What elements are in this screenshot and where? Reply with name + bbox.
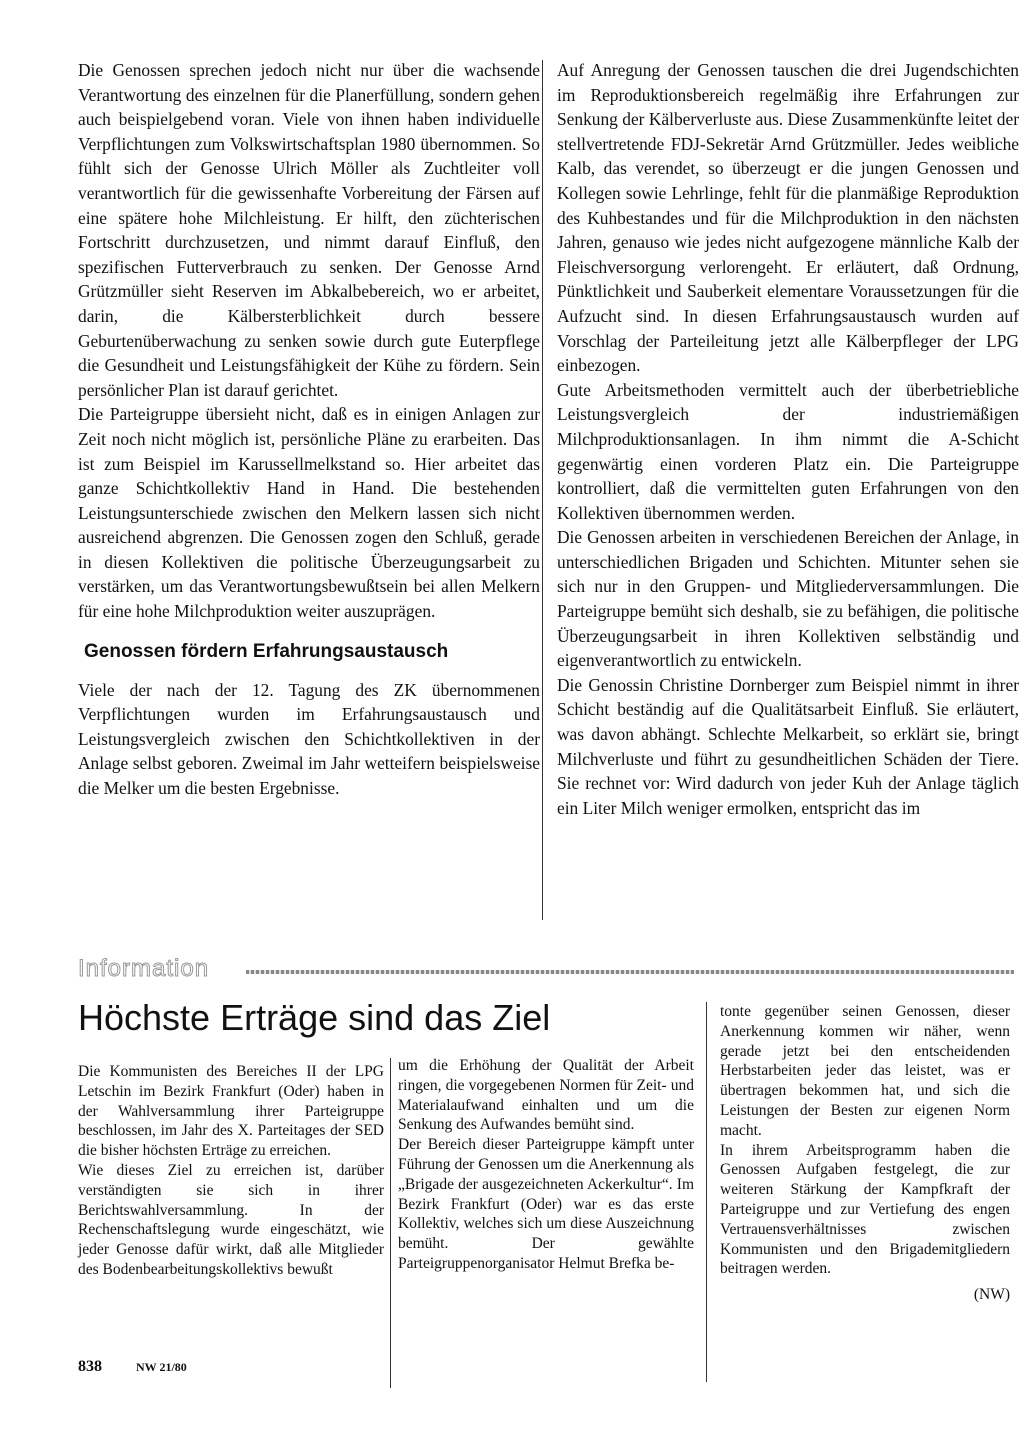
paragraph: Viele der nach der 12. Tagung des ZK übernommenen Verpflichtungen wurden im Erfahrungsaustausch und Leistungsvergleich zwischen den Schichtkollektiven in der Anlage selbst geboren. Zweimal im Jahr wetteifern beispielsweise die Melker um die besten Ergebnisse. bbox=[78, 679, 540, 799]
paragraph: Der Bereich dieser Parteigruppe kämpft unter Führung der Genossen um die Anerkennung als „Brigade der ausgezeichneten Ackerkultur“. Im Bezirk Frankfurt (Oder) war es das erste Kollektiv, welches sich um diese Auszeichnung bemüht. Der gewählte Parteigruppenorganisator Helmut Brefka be- bbox=[398, 1136, 694, 1272]
column-divider bbox=[390, 1058, 391, 1388]
issue-label: NW 21/80 bbox=[136, 1360, 187, 1374]
page-footer bbox=[78, 1358, 217, 1376]
lower-column-3 bbox=[720, 1002, 1010, 1305]
paragraph: um die Erhöhung der Qualität der Arbeit ringen, die vorgegebenen Normen für Zeit- und Materialaufwand einhalten und um die Senkung des Aufwandes bemüht sind. bbox=[398, 1057, 694, 1134]
upper-left-column bbox=[78, 58, 540, 801]
column-divider bbox=[542, 60, 543, 920]
paragraph: Die Genossen sprechen jedoch nicht nur über die wachsende Verantwortung des einzelnen für die Planerfüllung, sondern gehen auch beispielgebend voran. Viele von ihnen haben individuelle Verpflichtungen zum Volkswirtschaftsplan 1980 übernommen. So fühlt sich der Genosse Ulrich Möller als Zuchtleiter voll verantwortlich für die gewissenhafte Vorbereitung der Färsen auf eine spätere hohe Milchleistung. Er hilft, den züchterischen Fortschritt durchzusetzen, und nimmt darauf Einfluß, den spezifischen Futterverbrauch zu senken. Der Genosse Arnd Grützmüller sieht Reserven im Abkalbebereich, wo er arbeitet, darin, die Kälbersterblichkeit durch bessere Geburtenüberwachung zu senken sowie durch gute Euterpflege die Gesundheit und Leistungsfähigkeit der Kühe zu fördern. Sein persönlicher Plan ist darauf gerichtet. bbox=[78, 60, 540, 400]
paragraph: Die Genossin Christine Dornberger zum Beispiel nimmt in ihrer Schicht beständig auf die Qualitätsarbeit Einfluß. Sie erläutert, was davon abhängt. Schlechte Melkarbeit, so erklärt sie, bringt Milchverluste und führt zu gesundheitlichen Schäden der Tiere. Sie rechnet vor: Wird dadurch von jeder Kuh der Anlage täglich ein Liter Milch weniger ermolken, entspricht das im bbox=[557, 674, 1019, 818]
paragraph: Wie dieses Ziel zu erreichen ist, darüber verständigten sie sich in ihrer Berichtswahlversammlung. In der Rechenschaftslegung wurde eingeschätzt, wie jeder Genosse dafür wirkt, daß alle Mitglieder des Bodenbearbeitungskollektivs bewußt bbox=[78, 1161, 384, 1278]
paragraph: Die Parteigruppe übersieht nicht, daß es in einigen Anlagen zur Zeit noch nicht möglich ist, persönliche Pläne zu erarbeiten. Das ist zum Beispiel im Karussellmelkstand so. Hier arbeitet das ganze Schichtkollektiv Hand in Hand. Die bestehenden Leistungsunterschiede zwischen den Melkern lassen sich nicht ausreichend abgrenzen. Die Genossen zogen den Schluß, gerade in diesen Kollektiven die politische Überzeugungsarbeit zu verstärken, um das Verantwortungsbewußtsein bei allen Melkern für eine hohe Milchproduktion weiter auszuprägen. bbox=[78, 404, 540, 622]
column-divider bbox=[706, 1002, 707, 1382]
author-signature: (NW) bbox=[973, 1286, 1010, 1304]
lower-column-2 bbox=[398, 1056, 694, 1274]
paragraph: Auf Anregung der Genossen tauschen die drei Jugendschichten im Reproduktionsbereich regelmäßig ihre Erfahrungen zur Senkung der Kälberverluste aus. Diese Zusammenkünfte leitet der stellvertretende FDJ-Sekretär Arnd Grützmüller. Jedes weibliche Kalb, das verendet, so überzeugt er die jungen Genossen und Kollegen sowie Lehrlinge, fehlt für die planmäßige Reproduktion des Kuhbestandes und für die Milchproduktion in den nächsten Jahren, genauso wie jedes nicht aufgezogene männliche Kalb der Fleischversorgung verlorengeht. Er erläutert, daß Ordnung, Pünktlichkeit und Sauberkeit elementare Voraussetzungen für die Aufzucht sind. In diesen Erfahrungsaustausch wurden auf Vorschlag der Parteileitung jetzt alle Kälberpfleger der LPG einbezogen. bbox=[557, 60, 1019, 376]
paragraph: Die Genossen arbeiten in verschiedenen Bereichen der Anlage, in unterschiedlichen Brigaden und Schichten. Mitunter sehen sie sich nur in den Gruppen- und Mitgliederversammlungen. Die Parteigruppe bemüht sich deshalb, sie zu befähigen, die politische Überzeugungsarbeit in ihren Kollektiven selbständig und eigenverantwortlich zu entwickeln. bbox=[557, 527, 1019, 671]
paragraph: Gute Arbeitsmethoden vermittelt auch der überbetriebliche Leistungsvergleich der industriemäßigen Milchproduktionsanlagen. In ihm nimmt die A-Schicht gegenwärtig einen vorderen Platz ein. Die Parteigruppe kontrolliert, daß die vermittelten guten Erfahrungen von den Kollektiven übernommen werden. bbox=[557, 379, 1019, 523]
upper-right-column bbox=[557, 58, 1019, 820]
banner-rule bbox=[246, 970, 1014, 974]
section-subheading: Genossen fördern Erfahrungsaustausch bbox=[84, 640, 449, 662]
information-label: Information bbox=[78, 955, 210, 982]
paragraph: Die Kommunisten des Bereiches II der LPG Letschin im Bezirk Frankfurt (Oder) haben in der Wahlversammlung ihrer Parteigruppe beschlossen, im Jahr des X. Parteitages der SED die bisher höchsten Erträge zu erreichen. bbox=[78, 1063, 384, 1160]
information-banner bbox=[78, 956, 1014, 982]
paragraph: tonte gegenüber seinen Genossen, dieser Anerkennung kommen wir näher, wenn gerade jetzt bei den entscheidenden Herbstarbeiten jeder das leistet, was er übertragen bekommen hat, und sich die Leistungen der Besten zur eigenen Norm macht. bbox=[720, 1003, 1010, 1139]
page-number: 838 bbox=[78, 1358, 102, 1375]
paragraph: In ihrem Arbeitsprogramm haben die Genossen Aufgaben festgelegt, die zur weiteren Stärkung der Kampfkraft der Parteigruppe und zur Vertiefung des engen Vertrauensverhältnisses zwischen Kommunisten und den Brigademitgliedern beitragen werden. bbox=[720, 1141, 1010, 1278]
article-headline: Höchste Erträge sind das Ziel bbox=[78, 997, 551, 1038]
lower-column-1 bbox=[78, 1062, 384, 1280]
